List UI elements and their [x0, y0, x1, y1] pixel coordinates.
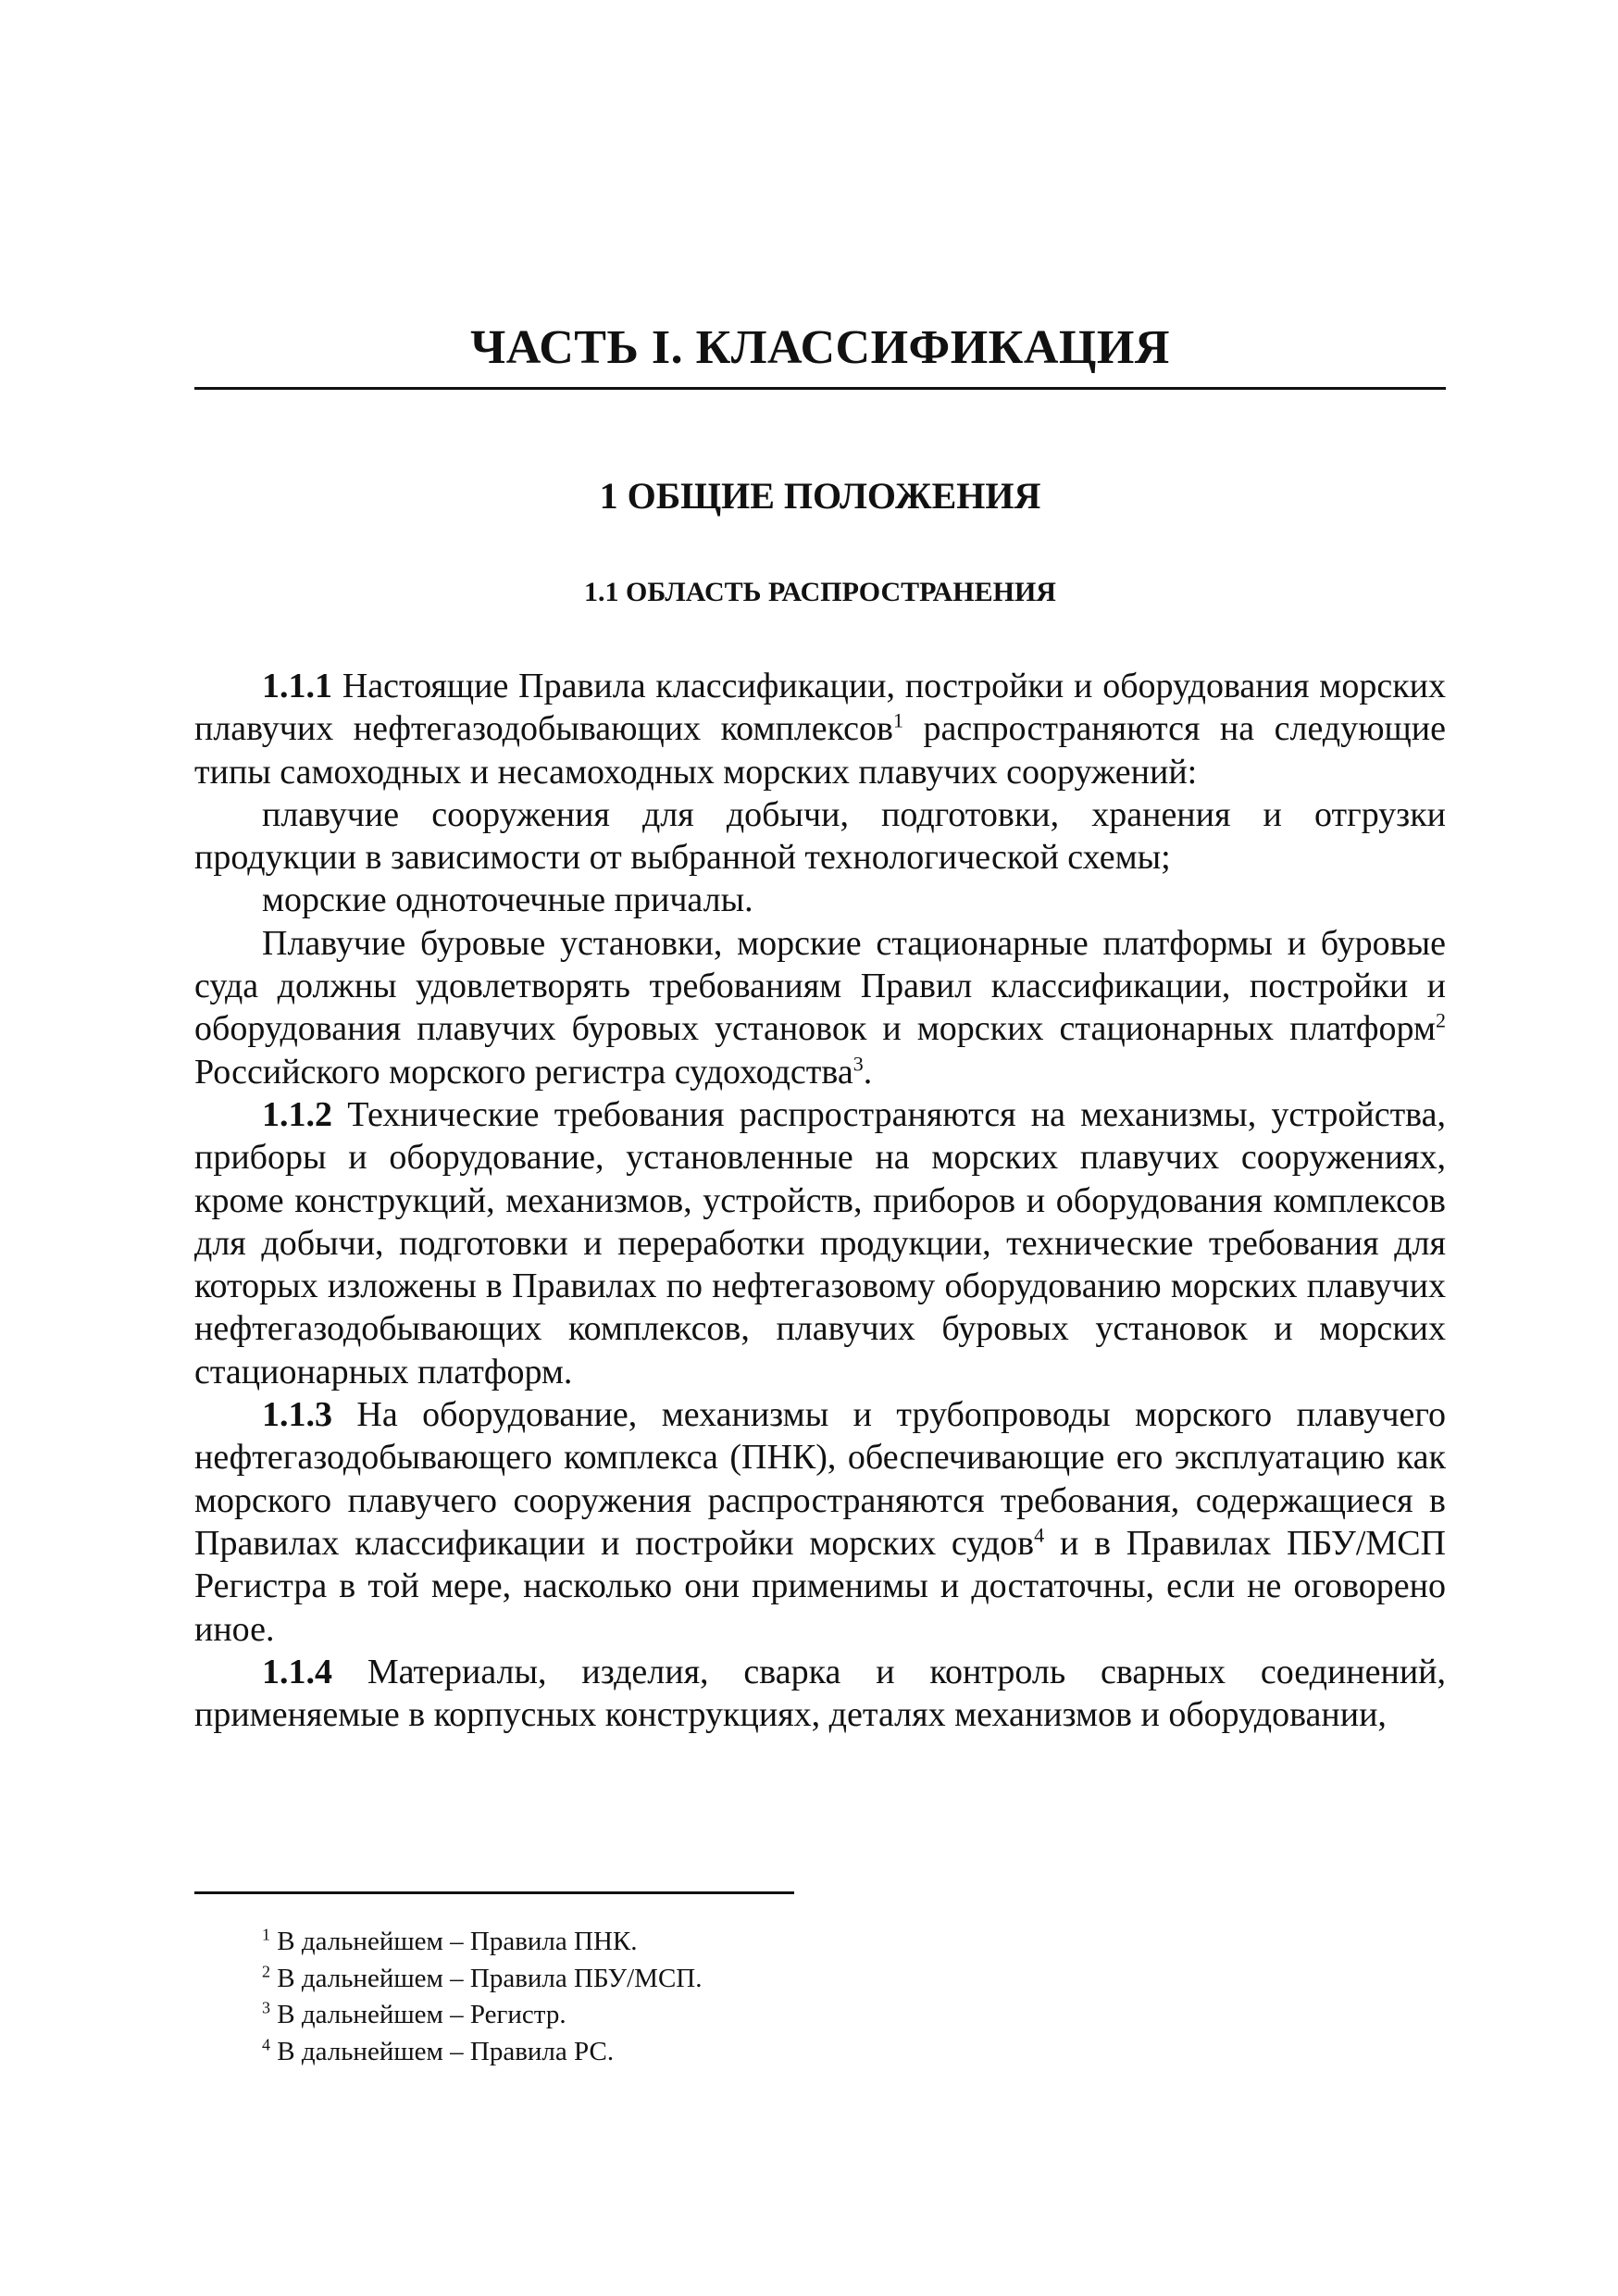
- paragraph-number: 1.1.1: [262, 667, 332, 705]
- body-text: [194, 665, 1446, 1736]
- footnote: $^3$ В дальнейшем – Регистр.: [262, 1998, 566, 2029]
- paragraph-1-1-3: 1.1.3 На оборудование, механизмы и трубопроводы морского плавучего нефтегазодобывающего комплекса (ПНК), обеспечивающие его эксплуатацию как морского плавучего сооружения распространяются требования, содержащиеся в Правилах классификации и постройки морских судов$^4$ и в Правилах ПБУ/МСП Регистра в той мере, насколько они применимы и достаточны, если не оговорено иное.: [194, 1395, 1446, 1649]
- paragraph-number: 1.1.4: [262, 1652, 332, 1691]
- paragraph-1-1-2: 1.1.2 Технические требования распространяются на механизмы, устройства, приборы и оборудование, установленные на морских плавучих сооружениях, кроме конструкций, механизмов, устройств, приборов и оборудования комплексов для добычи, подготовки и переработки продукции, технические требования для которых изложены в Правилах по нефтегазовому оборудованию морских плавучих нефтегазодобывающих комплексов, плавучих буровых установок и морских стационарных платформ.: [194, 1094, 1446, 1391]
- footnote-reference: 2: [1436, 1008, 1446, 1032]
- footnote-reference: 1: [893, 708, 903, 732]
- part-title: ЧАСТЬ I. КЛАССИФИКАЦИЯ: [470, 321, 1170, 374]
- list-item: морские одноточечные причалы.: [262, 880, 753, 920]
- footnote: $^1$ В дальнейшем – Правила ПНК.: [262, 1925, 638, 1956]
- paragraph-drilling-units: Плавучие буровые установки, морские стационарные платформы и буровые суда должны удовлетворять требованиям Правил классификации, постройки и оборудования плавучих буровых установок и морских стационарных платформ$^2$ Российского морского регистра судоходства$^3$.: [194, 923, 1446, 1092]
- title-rule: [194, 387, 1446, 390]
- footnote: $^4$ В дальнейшем – Правила РС.: [262, 2034, 615, 2066]
- footnotes: [262, 1924, 1373, 2070]
- paragraph-number: 1.1.2: [262, 1094, 332, 1134]
- paragraph-1-1-1: 1.1.1 Настоящие Правила классификации, постройки и оборудования морских плавучих нефтегазодобывающих комплексов$^1$ распространяются на следующие типы самоходных и несамоходных морских плавучих сооружений:: [194, 667, 1446, 792]
- paragraph-number: 1.1.3: [262, 1395, 332, 1435]
- paragraph-1-1-4: 1.1.4 Материалы, изделия, сварка и контроль сварных соединений, применяемые в корпусных конструкциях, деталях механизмов и оборудовании,: [194, 1652, 1446, 1735]
- footnote-reference: 3: [853, 1052, 864, 1076]
- footnote-mark: 3: [262, 1998, 270, 2017]
- footnote-reference: 4: [1034, 1523, 1045, 1547]
- footnote: $^2$ В дальнейшем – Правила ПБУ/МСП.: [262, 1961, 703, 1993]
- list-item: плавучие сооружения для добычи, подготовки, хранения и отгрузки продукции в зависимости от выбранной технологической схемы;: [194, 794, 1446, 878]
- footnote-mark: 4: [262, 2034, 270, 2053]
- footnote-mark: 1: [262, 1925, 270, 1944]
- footnote-mark: 2: [262, 1961, 270, 1980]
- chapter-title: 1 ОБЩИЕ ПОЛОЖЕНИЯ: [599, 475, 1041, 517]
- section-title: 1.1 ОБЛАСТЬ РАСПРОСТРАНЕНИЯ: [584, 577, 1056, 607]
- footnote-rule: [194, 1891, 794, 1894]
